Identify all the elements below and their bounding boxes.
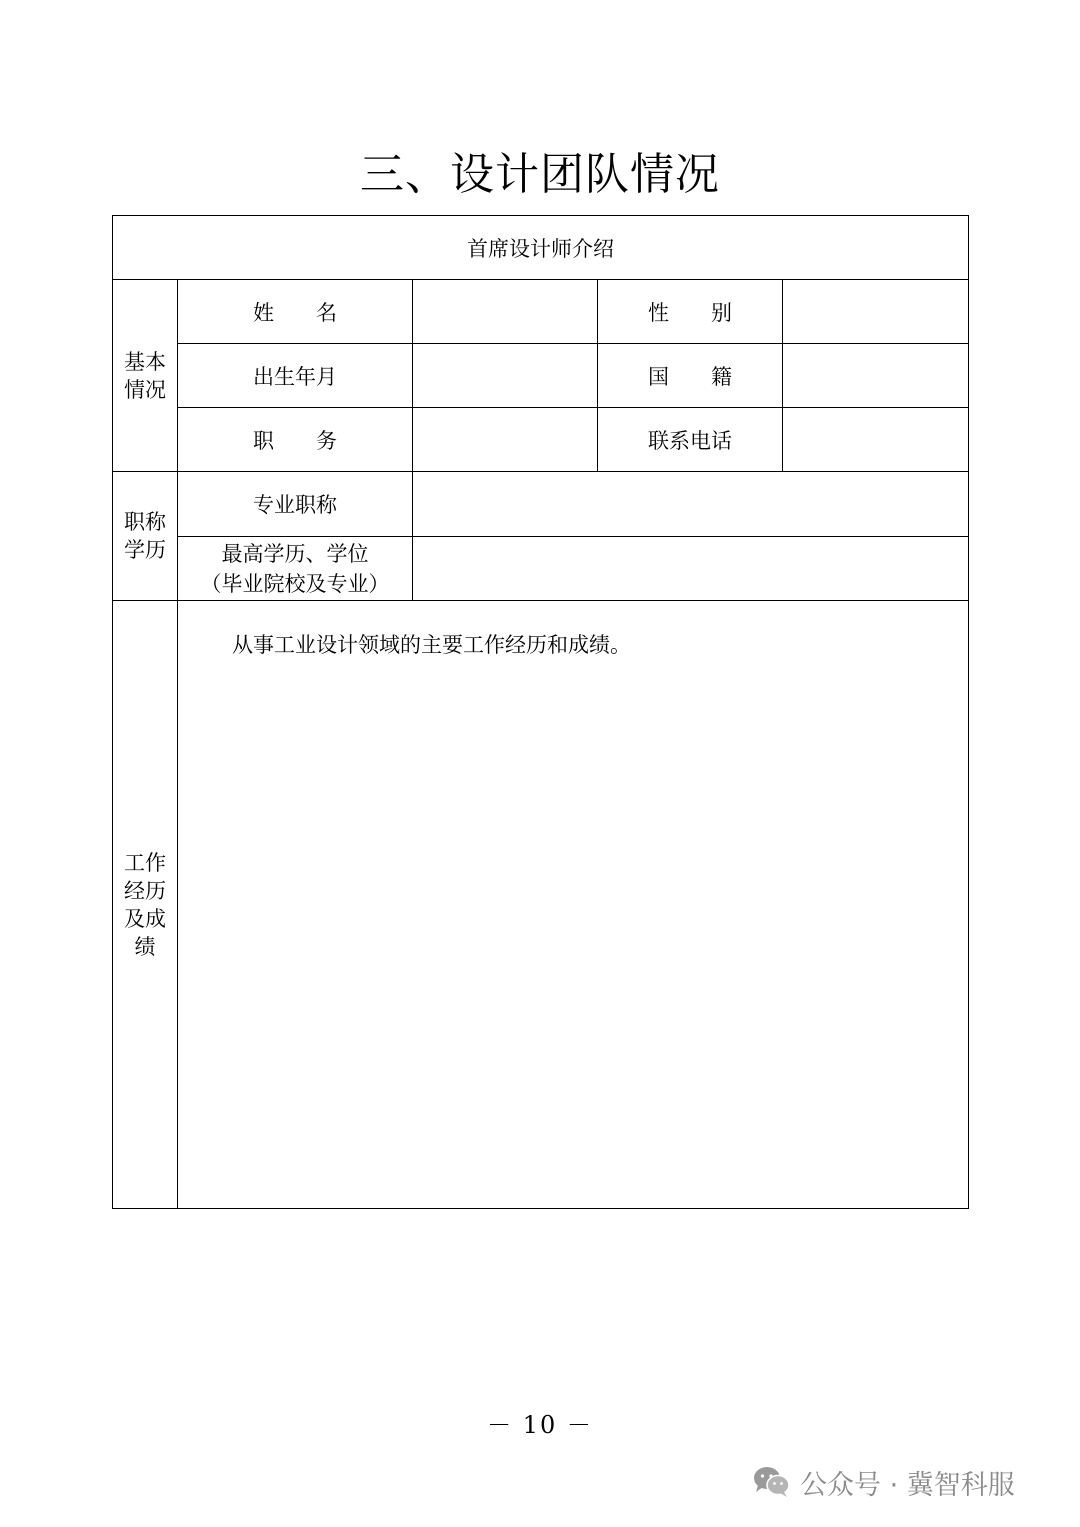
designer-info-table bbox=[112, 215, 969, 1209]
work-experience-field[interactable] bbox=[178, 601, 969, 1209]
name-field[interactable] bbox=[413, 280, 598, 344]
table-header: 首席设计师介绍 bbox=[113, 216, 969, 280]
section-label-basic: 基本 情况 bbox=[113, 280, 178, 472]
section-label-work: 工作 经历 及成 绩 bbox=[113, 601, 178, 1209]
page-number: － 10 － bbox=[487, 1411, 593, 1439]
phone-field[interactable] bbox=[783, 408, 969, 472]
professional-title-label: 专业职称 bbox=[178, 472, 413, 537]
education-field[interactable] bbox=[413, 537, 969, 601]
work-experience-prompt: 从事工业设计领域的主要工作经历和成绩。 bbox=[232, 633, 631, 657]
page-title: 三、设计团队情况 bbox=[360, 149, 720, 200]
phone-label: 联系电话 bbox=[598, 408, 783, 472]
professional-title-field[interactable] bbox=[413, 472, 969, 537]
birth-date-field[interactable] bbox=[413, 344, 598, 408]
nationality-field[interactable] bbox=[783, 344, 969, 408]
position-field[interactable] bbox=[413, 408, 598, 472]
gender-label: 性 别 bbox=[598, 280, 783, 344]
education-label: 最高学历、学位 （毕业院校及专业） bbox=[178, 537, 413, 601]
position-label: 职 务 bbox=[178, 408, 413, 472]
watermark-text: 公众号 · 冀智科服 bbox=[800, 1469, 1015, 1501]
name-label: 姓 名 bbox=[178, 280, 413, 344]
wechat-icon bbox=[752, 1465, 792, 1499]
section-label-title-education: 职称 学历 bbox=[113, 472, 178, 601]
gender-field[interactable] bbox=[783, 280, 969, 344]
nationality-label: 国 籍 bbox=[598, 344, 783, 408]
birth-date-label: 出生年月 bbox=[178, 344, 413, 408]
watermark bbox=[752, 1462, 1015, 1502]
